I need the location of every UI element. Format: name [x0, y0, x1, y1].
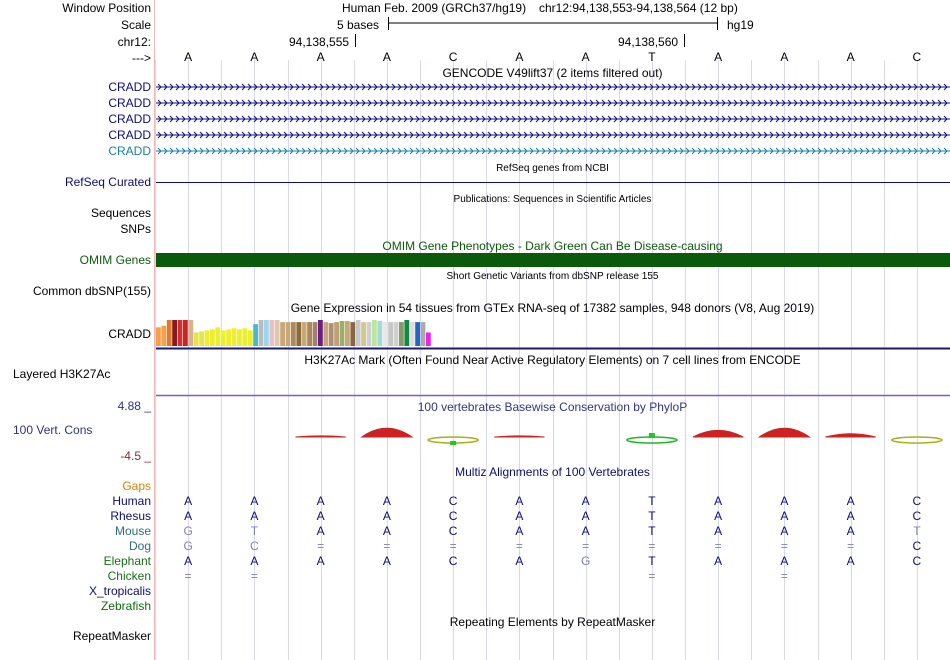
gtex-tissue-bar — [367, 322, 372, 346]
gtex-tissue-bar — [415, 322, 420, 346]
gtex-tissue-bar — [356, 320, 361, 346]
gtex-tissue-bar — [388, 322, 393, 346]
alignment-base: A — [250, 494, 259, 508]
gtex-tissue-bar — [404, 320, 409, 346]
alignment-base: = — [648, 569, 656, 583]
gtex-tissue-bar — [259, 320, 264, 346]
alignment-base: A — [382, 524, 391, 538]
gtex-tissue-bar — [253, 324, 258, 346]
gtex-tissue-bar — [264, 320, 269, 346]
gencode-gene-label[interactable]: CRADD — [108, 144, 151, 158]
gtex-tissue-bar — [372, 320, 377, 346]
gtex-tissue-bar — [394, 322, 399, 346]
gtex-tissue-bar — [340, 321, 345, 346]
window-position-label: Window Position — [62, 1, 151, 15]
conservation-dip — [892, 437, 942, 443]
alignment-base: = — [184, 569, 192, 583]
alignment-base: T — [648, 524, 656, 538]
sequence-base: A — [581, 50, 590, 64]
gtex-tissue-bar — [269, 320, 274, 346]
alignment-base: A — [846, 524, 855, 538]
sequence-base: A — [316, 50, 325, 64]
alignment-base: T — [648, 554, 656, 568]
gtex-tissue-bar — [286, 322, 291, 346]
sequence-base: C — [912, 50, 922, 64]
gtex-tissue-bar — [205, 330, 210, 346]
gtex-tissue-bar — [410, 322, 415, 346]
alignment-base: A — [184, 494, 193, 508]
gtex-tissue-bar — [237, 329, 242, 346]
cons-min-label: -4.5 _ — [120, 449, 151, 463]
alignment-base: A — [382, 509, 391, 523]
species-label[interactable]: X_tropicalis — [88, 584, 151, 598]
species-label[interactable]: Chicken — [107, 569, 151, 583]
alignment-base: A — [184, 509, 193, 523]
conservation-mark — [450, 441, 456, 445]
strand-arrow-label: ---> — [132, 51, 151, 65]
gtex-tissue-bar — [307, 322, 312, 346]
alignment-base: A — [515, 524, 524, 538]
gtex-tissue-bar — [323, 322, 328, 346]
gtex-tissue-bar — [156, 327, 161, 346]
alignment-base: A — [780, 509, 789, 523]
gtex-tissue-bar — [226, 329, 231, 346]
sequence-base: A — [184, 50, 193, 64]
alignment-base: A — [846, 554, 855, 568]
sequence-base: C — [448, 50, 458, 64]
alignment-base: = — [714, 539, 722, 553]
conservation-peak — [693, 430, 743, 437]
gtex-tissue-bar — [242, 328, 247, 346]
gtex-tissue-bar — [215, 327, 220, 346]
alignment-base: T — [648, 509, 656, 523]
alignment-base: = — [383, 539, 391, 553]
sequence-base: A — [515, 50, 524, 64]
gtex-tissue-bar — [183, 320, 188, 346]
alignment-base: A — [316, 524, 325, 538]
sequence-base: A — [382, 50, 391, 64]
alignment-base: = — [648, 539, 656, 553]
sequence-base: A — [846, 50, 855, 64]
chrom-label: chr12: — [117, 35, 151, 49]
refseq-track-title: RefSeq genes from NCBI — [496, 163, 609, 174]
species-label[interactable]: Mouse — [114, 524, 151, 538]
conservation-peak — [759, 428, 809, 437]
gtex-tissue-bar — [296, 322, 301, 346]
repeatmasker-track-title: Repeating Elements by RepeatMasker — [449, 615, 656, 629]
assembly-text: Human Feb. 2009 (GRCh37/hg19) — [342, 1, 527, 15]
gtex-tissue-bar — [291, 322, 296, 346]
conservation-peak — [296, 436, 346, 437]
alignment-base: C — [912, 554, 922, 568]
alignment-base: = — [250, 569, 258, 583]
alignment-base: A — [316, 494, 325, 508]
gtex-tissue-bar — [188, 320, 193, 346]
gtex-track-title: Gene Expression in 54 tissues from GTEx RNA-seq of 17382 samples, 948 donors (V8, Aug 2019) — [290, 301, 815, 315]
ruler-tick-label: 94,138,560 — [618, 35, 679, 49]
alignment-base: A — [316, 509, 325, 523]
alignment-base: A — [846, 494, 855, 508]
species-label[interactable]: Elephant — [103, 554, 151, 568]
multiz-track-title: Multiz Alignments of 100 Vertebrates — [455, 465, 650, 479]
gencode-gene-label[interactable]: CRADD — [108, 80, 151, 94]
alignment-base: = — [847, 539, 855, 553]
alignment-base: A — [780, 554, 789, 568]
alignment-base: A — [714, 509, 723, 523]
alignment-base: A — [581, 509, 590, 523]
alignment-base: A — [846, 509, 855, 523]
gtex-tissue-bar — [161, 326, 166, 346]
h3k27ac-track-title: H3K27Ac Mark (Often Found Near Active Regulatory Elements) on 7 cell lines from ENCODE — [304, 353, 801, 367]
gtex-tissue-bar — [334, 322, 339, 346]
gtex-tissue-bar — [167, 320, 172, 346]
gtex-tissue-bar — [275, 320, 280, 346]
position-text: chr12:94,138,553-94,138,564 (12 bp) — [539, 1, 738, 15]
track-image[interactable] — [155, 0, 950, 660]
alignment-base: C — [448, 509, 458, 523]
h3k27ac-track-label[interactable]: Layered H3K27Ac — [13, 367, 111, 381]
alignment-base: A — [515, 494, 524, 508]
gtex-tissue-bar — [421, 322, 426, 346]
alignment-base: A — [184, 554, 193, 568]
gtex-tissue-bar — [178, 320, 183, 346]
publications-track-title: Publications: Sequences in Scientific Articles — [453, 194, 652, 205]
omim-track-title: OMIM Gene Phenotypes - Dark Green Can Be Disease-causing — [382, 239, 723, 253]
alignment-base: A — [515, 554, 524, 568]
alignment-base: A — [382, 554, 391, 568]
cons-track-label[interactable]: 100 Vert. Cons — [13, 423, 93, 437]
alignment-base: A — [714, 494, 723, 508]
alignment-base: T — [250, 524, 259, 538]
track-labels-column — [0, 0, 155, 660]
omim-track-label[interactable]: OMIM Genes — [79, 253, 151, 267]
scale-bar-text: 5 bases — [337, 18, 380, 32]
alignment-base: A — [714, 524, 723, 538]
gtex-tissue-bar — [318, 320, 323, 346]
gtex-tissue-bar — [383, 322, 388, 346]
alignment-base: A — [515, 509, 524, 523]
gtex-tissue-bar — [302, 322, 307, 346]
alignment-base: C — [912, 494, 922, 508]
gtex-tissue-bar — [399, 322, 404, 346]
sequence-base: T — [648, 50, 656, 64]
species-label[interactable]: Zebrafish — [100, 599, 151, 613]
alignment-base: A — [780, 494, 789, 508]
gtex-tissue-bar — [426, 333, 431, 347]
conservation-peak — [494, 436, 544, 437]
gtex-tissue-bar — [361, 322, 366, 346]
species-label[interactable]: Dog — [128, 539, 151, 553]
gaps-label: Gaps — [122, 479, 151, 493]
conservation-peak — [826, 434, 876, 437]
gtex-tissue-bar — [221, 330, 226, 346]
alignment-base: = — [582, 539, 590, 553]
publications-snps-label[interactable]: SNPs — [120, 222, 151, 236]
alignment-base: T — [648, 494, 656, 508]
alignment-base: A — [581, 494, 590, 508]
scale-label: Scale — [120, 18, 151, 32]
gtex-tissue-bar — [350, 322, 355, 346]
gtex-tissue-bar — [329, 323, 334, 346]
alignment-base: C — [912, 509, 922, 523]
alignment-base: A — [581, 524, 590, 538]
gtex-tissue-bar — [210, 329, 215, 346]
gtex-tissue-bar — [172, 320, 177, 346]
gtex-tissue-bar — [280, 322, 285, 346]
gencode-gene-label[interactable]: CRADD — [108, 96, 151, 110]
gtex-tissue-bar — [313, 322, 318, 346]
alignment-base: C — [250, 539, 259, 553]
refseq-track-label[interactable]: RefSeq Curated — [64, 175, 151, 189]
alignment-base: A — [316, 554, 325, 568]
sequence-base: A — [250, 50, 259, 64]
alignment-base: C — [912, 539, 922, 553]
alignment-base: = — [780, 539, 788, 553]
ruler-tick-label: 94,138,555 — [289, 35, 350, 49]
gtex-track-label[interactable]: CRADD — [108, 327, 151, 341]
track-graphics — [155, 0, 950, 660]
sequence-base: A — [780, 50, 789, 64]
alignment-base: G — [580, 554, 591, 568]
alignment-base: A — [780, 524, 789, 538]
gtex-tissue-bar — [345, 321, 350, 346]
alignment-base: A — [250, 509, 259, 523]
conservation-mark — [649, 433, 655, 438]
alignment-base: A — [714, 554, 723, 568]
omim-bar — [156, 253, 950, 267]
gtex-tissue-bar — [199, 331, 204, 346]
alignment-base: = — [780, 569, 788, 583]
dbsnp-track-label[interactable]: Common dbSNP(155) — [32, 284, 151, 298]
gencode-track-title: GENCODE V49lift37 (2 items filtered out) — [442, 66, 663, 80]
gtex-tissue-bar — [194, 333, 199, 347]
alignment-base: A — [382, 494, 391, 508]
species-label[interactable]: Rhesus — [110, 509, 151, 523]
alignment-base: C — [448, 554, 458, 568]
publications-sequences-label[interactable]: Sequences — [90, 206, 151, 220]
gtex-tissue-bar — [232, 328, 237, 346]
alignment-base: C — [448, 524, 458, 538]
gtex-tissue-bar — [377, 321, 382, 346]
alignment-base: C — [448, 494, 458, 508]
conservation-peak — [362, 428, 412, 437]
alignment-base: G — [183, 539, 193, 553]
cons-track-title: 100 vertebrates Basewise Conservation by PhyloP — [417, 400, 688, 414]
alignment-base: T — [913, 524, 921, 538]
dbsnp-track-title: Short Genetic Variants from dbSNP release 155 — [446, 271, 659, 282]
scale-db-text: hg19 — [727, 18, 754, 32]
alignment-base: = — [515, 539, 523, 553]
alignment-base: = — [449, 539, 457, 553]
species-label[interactable]: Human — [112, 494, 151, 508]
cons-max-label: 4.88 _ — [117, 399, 151, 413]
alignment-base: A — [250, 554, 259, 568]
alignment-base: = — [317, 539, 325, 553]
gencode-gene-label[interactable]: CRADD — [108, 128, 151, 142]
repeatmasker-track-label[interactable]: RepeatMasker — [72, 629, 151, 643]
sequence-base: A — [714, 50, 723, 64]
alignment-base: G — [183, 524, 193, 538]
gtex-tissue-bar — [248, 330, 253, 346]
gencode-gene-label[interactable]: CRADD — [108, 112, 151, 126]
